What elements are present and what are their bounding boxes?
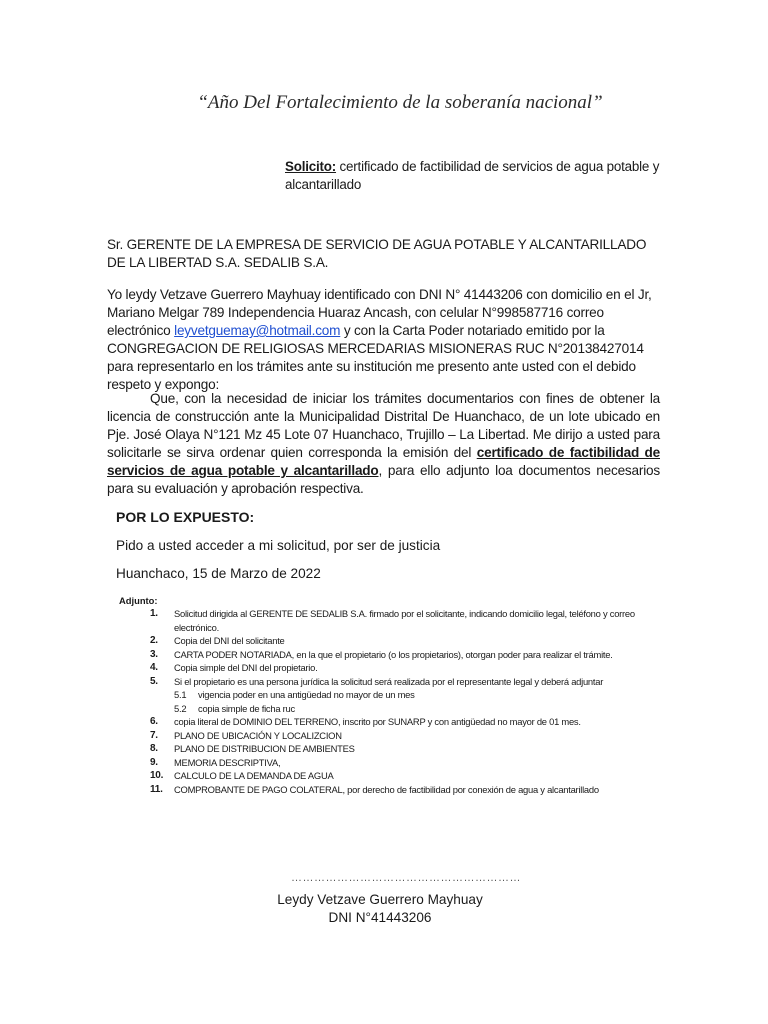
attachment-text: copia literal de DOMINIO DEL TERRENO, inscrito por SUNARP y con antigüedad no mayor de 01 mes. — [174, 716, 581, 727]
attachment-number: 5.1 — [174, 689, 187, 700]
document-motto: “Año Del Fortalecimiento de la soberanía nacional” — [197, 92, 603, 113]
attachment-text: Copia del DNI del solicitante — [174, 635, 285, 646]
intro-paragraph — [107, 286, 660, 394]
attachment-subitem — [150, 702, 670, 716]
attachment-item — [150, 648, 670, 662]
attachment-text: Copia simple del DNI del propietario. — [174, 662, 318, 673]
attachments-list — [150, 607, 670, 796]
request-line: Pido a usted acceder a mi solicitud, por ser de justicia — [116, 538, 441, 553]
body-paragraph — [107, 390, 660, 498]
attachment-item — [150, 661, 670, 675]
attachment-text: Si el propietario es una persona jurídica la solicitud será realizada por el representante legal y deberá adjuntar — [174, 675, 604, 687]
attachment-subitem — [150, 688, 670, 702]
attachments-label: Adjunto: — [119, 595, 158, 606]
section-heading: POR LO EXPUESTO: — [116, 509, 255, 525]
attachment-number: 3. — [150, 648, 158, 660]
subject-block — [285, 158, 665, 194]
attachment-number: 9. — [150, 756, 158, 768]
attachment-text: vigencia poder en una antigüedad no mayor de un mes — [198, 689, 415, 700]
attachment-number: 2. — [150, 635, 158, 646]
signature-line: …………………………………………………… — [291, 872, 521, 884]
attachment-item — [150, 729, 670, 743]
intro-text-end: y con la Carta Poder notariado emitido por la CONGREGACION DE RELIGIOSAS MERCEDARIAS MISIONERAS RUC N°20138427014 para representarlo en los trámites ante su institución me presento ante usted con el debido respeto y expongo: — [107, 323, 644, 392]
place-date: Huanchaco, 15 de Marzo de 2022 — [116, 566, 321, 581]
attachment-item — [150, 756, 670, 770]
body-text-start: Que, con la necesidad de iniciar los trámites documentarios con fines de obtener la licencia de construcción ante la Municipalidad Distrital De Huanchaco, de un lote ubicado en Pje. José Olaya N°121 Mz 45 Lote 07 Huanchaco, Trujillo – La Libertad. Me dirijo a usted para solicitarle se sirva ordenar quien corresponda la emisión del — [107, 391, 660, 460]
attachment-text: PLANO DE DISTRIBUCION DE AMBIENTES — [174, 743, 355, 754]
attachment-number: 7. — [150, 729, 158, 741]
attachment-text: CARTA PODER NOTARIADA, en la que el propietario (o los propietarios), otorgan poder para realizar el trámite. — [174, 648, 613, 660]
attachment-number: 1. — [150, 608, 158, 619]
attachment-item — [150, 715, 670, 729]
certificate-underlined: certificado de factibilidad de servicios de agua potable y alcantarillado — [107, 445, 660, 478]
attachment-item — [150, 675, 670, 689]
attachment-item — [150, 783, 670, 797]
attachment-text: PLANO DE UBICACIÓN Y LOCALIZCION — [174, 729, 342, 741]
attachment-item — [150, 634, 670, 648]
attachment-number: 4. — [150, 662, 158, 673]
attachment-number: 5.2 — [174, 702, 187, 714]
subject-label: Solicito: — [285, 159, 337, 174]
attachment-text: MEMORIA DESCRIPTIVA, — [174, 756, 281, 768]
signer-dni: DNI N°41443206 — [328, 910, 432, 925]
attachment-number: 8. — [150, 743, 158, 754]
email-link[interactable]: leyvetguemay@hotmail.com — [174, 323, 341, 338]
attachment-item — [150, 607, 670, 634]
intro-text-start: Yo leydy Vetzave Guerrero Mayhuay identificado con DNI N° 41443206 con domicilio en el Jr, Mariano Melgar 789 Independencia Huaraz Ancash, con celular N°998587716 correo electrónico — [107, 287, 652, 338]
body-text-end: , para ello adjunto loa documentos necesarios para su evaluación y aprobación respectiva. — [107, 463, 660, 496]
attachment-text: CALCULO DE LA DEMANDA DE AGUA — [174, 770, 334, 781]
subject-text: certificado de factibilidad de servicios de agua potable y alcantarillado — [285, 159, 660, 192]
attachment-text: Solicitud dirigida al GERENTE DE SEDALIB S.A. firmado por el solicitante, indicando domicilio legal, teléfono y correo electrónico. — [174, 608, 635, 633]
attachment-text: copia simple de ficha ruc — [198, 702, 295, 714]
addressee: Sr. GERENTE DE LA EMPRESA DE SERVICIO DE AGUA POTABLE Y ALCANTARILLADO DE LA LIBERTAD S.A. SEDALIB S.A. — [107, 237, 647, 270]
attachment-number: 10. — [150, 770, 164, 781]
attachment-number: 11. — [150, 783, 163, 795]
attachment-item — [150, 742, 670, 756]
signer-name: Leydy Vetzave Guerrero Mayhuay — [277, 892, 483, 907]
attachment-number: 5. — [150, 675, 158, 687]
attachment-text: COMPROBANTE DE PAGO COLATERAL, por derecho de factibilidad por conexión de agua y alcantarillado — [174, 783, 599, 795]
attachment-item — [150, 769, 670, 783]
attachment-number: 6. — [150, 716, 158, 727]
